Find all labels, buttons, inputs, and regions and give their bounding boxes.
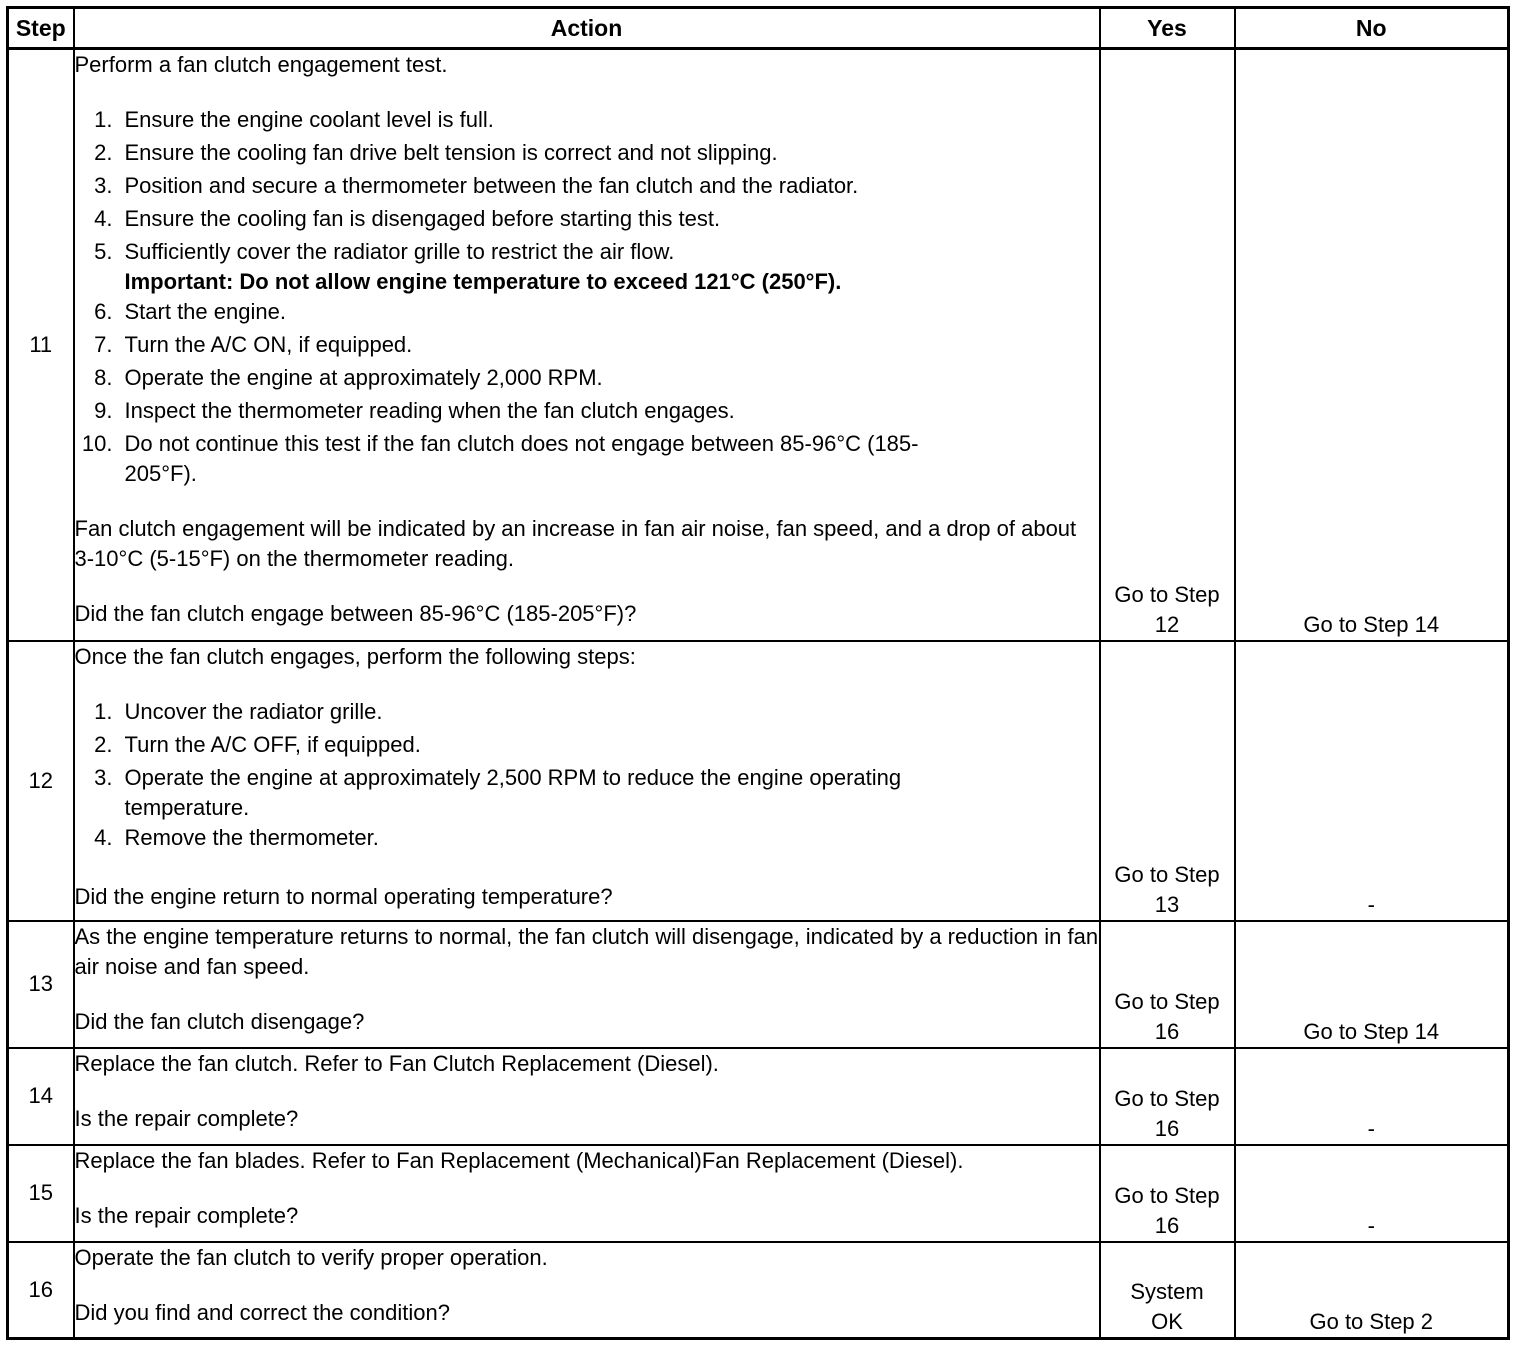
action-cell: [74, 49, 1100, 641]
step-number: 13: [8, 921, 74, 1048]
table-row: [8, 1145, 1509, 1242]
no-cell: -: [1235, 1145, 1509, 1242]
action-intro: Perform a fan clutch engagement test.: [74, 52, 448, 77]
header-no: No: [1235, 8, 1509, 49]
yes-line-1: Go to Step: [1114, 581, 1220, 607]
list-item: 10. Do not continue this test if the fan clutch does not engage between 85-96°C (185-205°F).: [81, 431, 919, 486]
yes-line-2: 13: [1154, 891, 1180, 917]
diagnostic-table: [6, 6, 1510, 1340]
yes-line-2: OK: [1151, 1309, 1183, 1334]
yes-cell: [1100, 1048, 1235, 1145]
yes-line-1: Go to Step: [1114, 1085, 1220, 1111]
action-question: Is the repair complete?: [74, 1105, 299, 1131]
yes-cell: [1100, 49, 1235, 641]
list-item: 8. Operate the engine at approximately 2,000 RPM.: [94, 365, 603, 390]
step-number: 15: [8, 1145, 74, 1242]
procedure-list: [75, 105, 1099, 489]
list-item: 7. Turn the A/C ON, if equipped.: [94, 332, 413, 357]
yes-line-1: System: [1130, 1279, 1204, 1304]
no-cell: -: [1235, 1048, 1509, 1145]
procedure-list: [75, 697, 1099, 856]
table-row: [8, 641, 1509, 921]
list-item: 1. Uncover the radiator grille.: [94, 698, 383, 724]
action-cell: [74, 921, 1100, 1048]
header-yes: Yes: [1100, 8, 1235, 49]
header-row: [8, 8, 1509, 49]
yes-line-2: 16: [1154, 1212, 1180, 1238]
action-cell: [74, 1048, 1100, 1145]
step-number: 14: [8, 1048, 74, 1145]
action-intro: Replace the fan blades. Refer to Fan Replacement (Mechanical)Fan Replacement (Diesel).: [74, 1147, 964, 1173]
table-row: [8, 49, 1509, 641]
yes-cell: [1100, 921, 1235, 1048]
action-question: Did the fan clutch engage between 85-96°C (185-205°F)?: [74, 601, 637, 626]
list-item: 4. Remove the thermometer.: [94, 824, 379, 850]
yes-line-1: Go to Step: [1114, 1182, 1220, 1208]
list-item: 3. Position and secure a thermometer between the fan clutch and the radiator.: [94, 173, 859, 198]
action-intro: Once the fan clutch engages, perform the following steps:: [74, 643, 636, 669]
no-cell: -: [1235, 641, 1509, 921]
list-item: 3. Operate the engine at approximately 2,500 RPM to reduce the engine operating temperature.: [94, 764, 902, 820]
table-row: [8, 921, 1509, 1048]
no-cell: Go to Step 14: [1235, 921, 1509, 1048]
yes-line-2: 16: [1154, 1115, 1180, 1141]
yes-line-2: 16: [1154, 1018, 1180, 1044]
action-note: Fan clutch engagement will be indicated by an increase in fan air noise, fan speed, and a drop of about 3-10°C (5-15°F) on the thermometer reading.: [74, 516, 1077, 571]
list-item: 4. Ensure the cooling fan is disengaged before starting this test.: [94, 206, 721, 231]
no-cell: Go to Step 2: [1235, 1242, 1509, 1339]
step-number: 16: [8, 1242, 74, 1339]
action-cell: [74, 1145, 1100, 1242]
step-number: 11: [8, 49, 74, 641]
list-item: 2. Turn the A/C OFF, if equipped.: [94, 731, 421, 757]
yes-cell: [1100, 1145, 1235, 1242]
header-step: Step: [8, 8, 74, 49]
yes-cell: [1100, 1242, 1235, 1339]
action-intro: As the engine temperature returns to normal, the fan clutch will disengage, indicated by a reduction in fan air noise and fan speed.: [74, 923, 1099, 979]
no-cell: Go to Step 14: [1235, 49, 1509, 641]
yes-line-1: Go to Step: [1114, 861, 1220, 887]
yes-line-1: Go to Step: [1114, 988, 1220, 1014]
header-action: Action: [74, 8, 1100, 49]
table-row: [8, 1048, 1509, 1145]
action-intro: Replace the fan clutch. Refer to Fan Clutch Replacement (Diesel).: [74, 1050, 719, 1076]
yes-cell: [1100, 641, 1235, 921]
important-note: Important: Do not allow engine temperature to exceed 121°C (250°F).: [124, 269, 842, 294]
action-cell: [74, 641, 1100, 921]
action-question: Did the engine return to normal operating temperature?: [74, 883, 613, 909]
list-item: 9. Inspect the thermometer reading when the fan clutch engages.: [94, 398, 735, 423]
list-item: 1. Ensure the engine coolant level is full.: [94, 107, 494, 132]
list-item: 5. Sufficiently cover the radiator grille to restrict the air flow. Important: Do not allow engine temperature to exceed 121°C (250°F).: [75, 237, 1099, 297]
list-item: 6. Start the engine.: [94, 299, 286, 324]
action-intro: Operate the fan clutch to verify proper operation.: [74, 1244, 548, 1270]
yes-line-2: 12: [1154, 611, 1180, 637]
action-question: Is the repair complete?: [74, 1202, 299, 1228]
step-number: 12: [8, 641, 74, 921]
table-row: [8, 1242, 1509, 1339]
action-question: Did you find and correct the condition?: [74, 1299, 450, 1325]
list-item: 2. Ensure the cooling fan drive belt tension is correct and not slipping.: [94, 140, 778, 165]
action-question: Did the fan clutch disengage?: [74, 1008, 365, 1034]
action-cell: [74, 1242, 1100, 1339]
